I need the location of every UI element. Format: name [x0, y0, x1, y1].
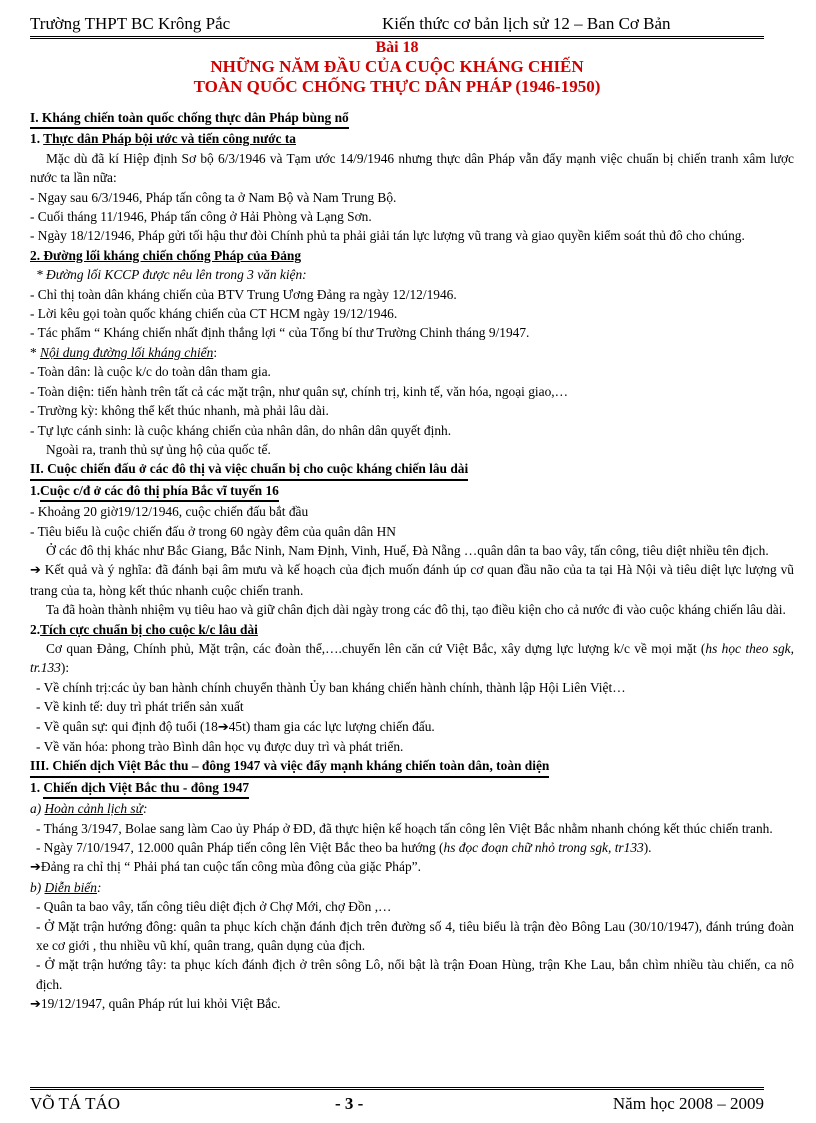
bullet: - Về văn hóa: phong trào Bình dân học vụ được duy trì và phát triển. — [36, 739, 404, 754]
page-footer — [30, 1087, 764, 1114]
bullet: - Chỉ thị toàn dân kháng chiến của BTV Trung Ương Đảng ra ngày 12/12/1946. — [30, 286, 457, 302]
paragraph: Ngoài ra, tranh thủ sự ủng hộ của quốc tế. — [46, 441, 271, 457]
lesson-title-block — [30, 38, 764, 97]
section-2-heading: II. Cuộc chiến đấu ở các đô thị và việc chuẩn bị cho cuộc kháng chiến lâu dài — [30, 459, 794, 480]
bullet: - Ở Mặt trận hướng đông: quân ta phục kích chặn đánh địch trên đường số 4, tiêu biểu là trận đèo Bông Lau (30/10/1947), đánh trúng đoàn xe cơ giới , thu nhiều vũ khí, quân trang, quân dụng của địch. — [36, 918, 794, 954]
paragraph: Mặc dù đã kí Hiệp định Sơ bộ 6/3/1946 và Tạm ước 14/9/1946 nhưng thực dân Pháp vẫn đẩy mạnh việc chuẩn bị chiến tranh xâm lược nước ta lần nữa: — [30, 150, 794, 186]
italic-note: * Đường lối KCCP được nêu lên trong 3 văn kiện: — [36, 267, 307, 283]
bullet: - Quân ta bao vây, tấn công tiêu diệt địch ở Chợ Mới, chợ Đồn ,… — [36, 899, 392, 915]
bullet: - Khoảng 20 giờ19/12/1946, cuộc chiến đấu bắt đầu — [30, 504, 309, 520]
section-1-sub1: 1. Thực dân Pháp bội ước và tiến công nước ta — [30, 131, 296, 147]
bullet: - Toàn diện: tiến hành trên tất cả các mặt trận, như quân sự, chính trị, kinh tế, văn hóa, ngoại giao,… — [30, 383, 569, 399]
bullet: - Tháng 3/1947, Bolae sang làm Cao ủy Pháp ở ĐD, đã thực hiện kế hoạch tấn công lên Việt Bắc nhằm nhanh chóng kết thúc chiến tranh. — [36, 820, 773, 836]
section-2-sub1: 1.Cuộc c/đ ở các đô thị phía Bắc vĩ tuyến 16 — [30, 481, 794, 502]
section-3-sub1: 1. Chiến dịch Việt Bắc thu - đông 1947 — [30, 778, 794, 799]
bullet: - Toàn dân: là cuộc k/c do toàn dân tham gia. — [30, 364, 271, 380]
bullet: - Về chính trị:các ủy ban hành chính chuyển thành Ủy ban kháng chiến hành chính, thành lập Hội Liên Việt… — [36, 679, 626, 695]
bullet: - Tác phẩm “ Kháng chiến nhất định thắng lợi “ của Tổng bí thư Trường Chinh tháng 9/1947. — [30, 325, 530, 341]
bullet: - Cuối tháng 11/1946, Pháp tấn công ở Hải Phòng và Lạng Sơn. — [30, 209, 372, 225]
arrow-right-icon: ➔ — [30, 563, 41, 579]
bullet: - Trường kỳ: không thể kết thúc nhanh, mà phải lâu dài. — [30, 403, 329, 419]
subheading-b: b) Diễn biến: — [30, 879, 102, 895]
arrow-right-icon: ➔ — [217, 719, 229, 735]
arrow-right-icon: ➔ — [30, 997, 41, 1013]
bullet: - Tiêu biểu là cuộc chiến đấu ở trong 60 ngày đêm của quân dân HN — [30, 523, 396, 539]
bullet: - Về kinh tế: duy trì phát triển sản xuất — [36, 699, 244, 715]
paragraph: Cơ quan Đảng, Chính phủ, Mặt trận, các đoàn thể,….chuyển lên căn cứ Việt Bắc, xây dựng lực lượng k/c về mọi mặt (hs học theo sgk, tr.133): — [30, 640, 794, 676]
page-header — [30, 14, 764, 39]
section-1-heading: I. Kháng chiến toàn quốc chống thực dân Pháp bùng nổ — [30, 108, 794, 129]
bullet: - Ngay sau 6/3/1946, Pháp tấn công ta ở Nam Bộ và Nam Trung Bộ. — [30, 189, 397, 205]
lesson-content — [30, 108, 794, 1015]
lesson-title-line1: NHỮNG NĂM ĐẦU CỦA CUỘC KHÁNG CHIẾN — [210, 57, 584, 76]
bullet: - Tự lực cánh sinh: là cuộc kháng chiến của nhân dân, do nhân dân quyết định. — [30, 422, 452, 438]
bullet: - Lời kêu gọi toàn quốc kháng chiến của CT HCM ngày 19/12/1946. — [30, 306, 398, 322]
author-name: VÕ TÁ TÁO — [30, 1094, 121, 1113]
arrow-right-icon: ➔ — [30, 860, 41, 876]
subject-title: Kiến thức cơ bản lịch sử 12 – Ban Cơ Bản — [382, 14, 671, 33]
conclusion: ➔19/12/1947, quân Pháp rút lui khỏi Việt Bắc. — [30, 996, 281, 1013]
section-2-sub2: 2.Tích cực chuẩn bị cho cuộc k/c lâu dài — [30, 621, 258, 637]
bullet: - Ngày 7/10/1947, 12.000 quân Pháp tiến công lên Việt Bắc theo ba hướng (hs đọc đoạn chữ nhỏ trong sgk, tr133). — [36, 840, 652, 856]
bullet: - Về quân sự: qui định độ tuổi (18➔45t) tham gia các lực lượng chiến đấu. — [36, 718, 435, 735]
school-name: Trường THPT BC Krông Pắc — [30, 14, 231, 33]
result-paragraph: ➔ Kết quả và ý nghĩa: đã đánh bại âm mưu và kế hoạch của địch muốn đánh úp cơ quan đầu não của ta tại Hà Nội và tiêu diệt lực lượng vũ trang của ta, hòng kết thúc nhanh cuộc chiến tranh. — [30, 562, 794, 598]
lesson-number: Bài 18 — [375, 39, 419, 56]
section-3-heading: III. Chiến dịch Việt Bắc thu – đông 1947 và việc đẩy mạnh kháng chiến toàn dân, toàn diện — [30, 756, 794, 777]
conclusion: ➔Đảng ra chỉ thị “ Phải phá tan cuộc tấn công mùa đông của giặc Pháp”. — [30, 859, 421, 876]
italic-note: * Nội dung đường lối kháng chiến: — [30, 344, 218, 360]
bullet: - Ngày 18/12/1946, Pháp gửi tối hậu thư đòi Chính phủ ta phải giải tán lực lượng vũ trang và giao quyền kiểm soát thủ đô cho chúng. — [30, 228, 745, 244]
school-year: Năm học 2008 – 2009 — [612, 1094, 764, 1113]
bullet: - Ở mặt trận hướng tây: ta phục kích đánh địch ở trên sông Lô, nổi bật là trận Đoan Hùng, trận Khe Lau, bắn chìm nhiều tàu chiến, ca nô địch. — [36, 957, 794, 992]
paragraph: Ta đã hoàn thành nhiệm vụ tiêu hao và giữ chân địch dài ngày trong các đô thị, tạo điều kiện cho cả nước đi vào cuộc kháng chiến lâu dài. — [46, 602, 786, 618]
paragraph: Ở các đô thị khác như Bắc Giang, Bắc Ninh, Nam Định, Vinh, Huế, Đà Nẵng …quân dân ta bao vây, tấn công, tiêu diệt nhiều tên địch. — [46, 542, 769, 558]
subheading-a: a) Hoàn cảnh lịch sử: — [30, 801, 148, 817]
lesson-title-line2: TOÀN QUỐC CHỐNG THỰC DÂN PHÁP (1946-1950) — [193, 77, 601, 96]
page-number: - 3 - — [335, 1094, 364, 1113]
section-1-sub2: 2. Đường lối kháng chiến chống Pháp của Đảng — [30, 247, 302, 263]
